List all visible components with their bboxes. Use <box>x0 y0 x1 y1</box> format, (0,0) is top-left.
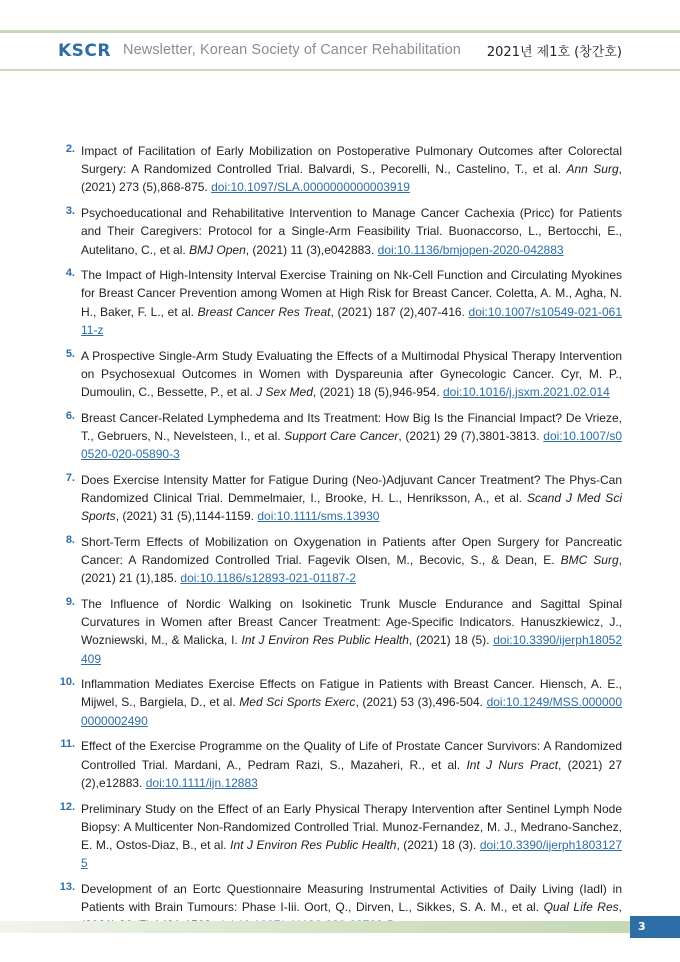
reference-journal: Breast Cancer Res Treat <box>197 304 331 319</box>
header-bottom-rule <box>0 69 680 71</box>
footer-band <box>0 921 630 933</box>
reference-number: 7. <box>65 471 75 484</box>
reference-journal: Qual Life Res <box>543 900 619 915</box>
reference-citation: , (2021) 53 (3),496-504. <box>355 695 487 710</box>
reference-number: 8. <box>65 533 75 546</box>
reference-citation: , (2021) 27 (2),e12883. <box>81 757 622 790</box>
reference-item <box>57 471 622 526</box>
reference-journal: Int J Nurs Pract <box>466 757 559 772</box>
reference-title-authors: Preliminary Study on the Effect of an Early Physical Therapy Intervention after Sentinel Lymph Node Biopsy: A Multicenter Non-Randomized Controlled Trial. Munoz-Fernandez, M. J., Medrano-Sanchez, E. M., Ostos-Diaz, B., et al. <box>81 801 622 852</box>
reference-doi-link[interactable]: doi:10.1111/sms.13930 <box>257 509 380 524</box>
reference-journal: BMJ Open <box>189 242 246 257</box>
newsletter-title: Newsletter, Korean Society of Cancer Rehabilitation <box>123 42 461 58</box>
reference-title-authors: Psychoeducational and Rehabilitative Intervention to Manage Cancer Cachexia (Pricc) for Patients and Their Caregivers: Protocol for a Single-Arm Feasibility Trial. Buonaccorso, L., Bertocchi, E., Autelitano, C., et al. <box>81 206 622 257</box>
reference-citation: , (2021) 18 (5). <box>408 633 494 648</box>
reference-title-authors: Impact of Facilitation of Early Mobilization on Postoperative Pulmonary Outcomes after Colorectal Surgery: A Randomized Controlled Trial. Balvardi, S., Pecorelli, N., Castelino, T., et al. <box>81 144 622 177</box>
reference-citation: , (2021) 29 (7),3801-3813. <box>398 428 544 443</box>
reference-number: 6. <box>65 409 75 422</box>
reference-title-authors: Short-Term Effects of Mobilization on Oxygenation in Patients after Open Surgery for Pancreatic Cancer: A Randomized Controlled Trial. Fagevik Olsen, M., Becovic, S., & Dean, E. <box>81 534 622 568</box>
reference-text <box>81 595 622 668</box>
issue-label: 2021년 제1호 (창간호) <box>486 45 622 60</box>
reference-number: 5. <box>65 347 75 360</box>
page-number: 3 <box>630 916 680 938</box>
reference-doi-link[interactable]: doi:10.1016/j.jsxm.2021.02.014 <box>442 384 610 399</box>
reference-text <box>81 409 622 464</box>
reference-number: 12. <box>59 800 75 813</box>
reference-item <box>57 266 622 339</box>
reference-number: 2. <box>65 143 75 155</box>
reference-journal: J Sex Med <box>256 384 313 399</box>
reference-item <box>57 409 622 464</box>
reference-title-authors: Inflammation Mediates Exercise Effects on Fatigue in Patients with Breast Cancer. Hiensch, A. E., Mijwel, S., Bargiela, D., et al. <box>81 677 622 710</box>
reference-number: 3. <box>65 205 75 218</box>
reference-journal: Scand J Med Sci Sports <box>81 490 622 524</box>
reference-journal: BMC Surg <box>560 553 619 568</box>
reference-item <box>57 595 622 668</box>
reference-item <box>57 737 622 792</box>
reference-doi-link[interactable]: doi:10.1111/ijn.12883 <box>145 775 258 790</box>
reference-text <box>81 266 622 339</box>
reference-doi-link[interactable]: doi:10.3390/ijerph18031275 <box>81 837 622 871</box>
reference-title-authors: Breast Cancer-Related Lymphedema and Its Treatment: How Big Is the Financial Impact? De Vrieze, T., Gebruers, N., Nevelsteen, I., et al. <box>81 410 622 443</box>
reference-doi-link[interactable]: doi:10.1007/s00520-020-05890-3 <box>81 428 623 462</box>
reference-doi-link[interactable]: doi:10.1136/bmjopen-2020-042883 <box>377 242 564 257</box>
reference-doi-link[interactable]: doi:10.1249/MSS.0000000000002490 <box>81 695 623 728</box>
reference-number: 4. <box>65 267 75 280</box>
reference-doi-link[interactable]: doi:10.1097/SLA.0000000000003919 <box>211 180 410 195</box>
reference-title-authors: Effect of the Exercise Programme on the Quality of Life of Prostate Cancer Survivors: A Randomized Controlled Trial. Mardani, A., Pedram Razi, S., Mazaheri, R., et al. <box>81 739 622 772</box>
reference-citation: , (2021) 21 (1),185. <box>81 553 622 586</box>
reference-number: 11. <box>60 738 75 751</box>
reference-citation: , (2021) 187 (2),407-416. <box>330 304 469 319</box>
reference-number: 10. <box>59 676 75 689</box>
reference-text <box>81 204 622 259</box>
reference-journal: Support Care Cancer <box>284 428 399 443</box>
reference-journal: Int J Environ Res Public Health <box>241 633 409 648</box>
reference-doi-link[interactable]: doi:10.3390/ijerph18052409 <box>81 633 622 666</box>
reference-journal: Med Sci Sports Exerc <box>239 695 356 710</box>
reference-text <box>81 142 622 197</box>
reference-item <box>57 142 622 197</box>
reference-citation: , (2021) 18 (3). <box>396 837 480 852</box>
reference-item <box>57 800 622 873</box>
reference-title-authors: The Influence of Nordic Walking on Isokinetic Trunk Muscle Endurance and Sagittal Spinal Curvatures in Women after Breast Cancer Treatment: Age-Specific Indicators. Hanuszkiewicz, J., Wozniewski, M., & Malicka, I. <box>81 596 622 648</box>
reference-title-authors: Development of an Eortc Questionnaire Measuring Instrumental Activities of Daily Living (Iadl) in Patients with Brain Tumours: Phase I-Iii. Oort, Q., Dirven, L., Sikkes, S. A. M., et al. <box>81 881 622 915</box>
reference-number: 9. <box>65 595 75 608</box>
reference-text <box>81 800 622 873</box>
reference-citation: , (2021) 11 (3),e042883. <box>245 242 378 257</box>
reference-title-authors: Does Exercise Intensity Matter for Fatigue During (Neo-)Adjuvant Cancer Treatment? The Phys-Can Randomized Clinical Trial. Demmelmaier, I., Brooke, H. L., Henriksson, A., et al. <box>81 472 622 505</box>
reference-list <box>57 142 622 942</box>
reference-citation: , (2021) 31 (5),1144-1159. <box>115 509 258 524</box>
reference-journal: Ann Surg <box>566 162 619 177</box>
reference-text <box>81 347 622 402</box>
reference-item <box>57 533 622 588</box>
reference-text <box>81 471 622 526</box>
reference-title-authors: A Prospective Single-Arm Study Evaluating the Effects of a Multimodal Physical Therapy Intervention on Psychosexual Outcomes in Women with Dyspareunia after Gynecologic Cancer. Cyr, M. P., Dumoulin, C., Bessette, P., et al. <box>81 348 622 399</box>
reference-citation: , (2021) 273 (5),868-875. <box>81 162 622 195</box>
kscr-logo: KSCR <box>58 41 111 61</box>
reference-doi-link[interactable]: doi:10.1186/s12893-021-01187-2 <box>180 571 357 586</box>
reference-item <box>57 204 622 259</box>
reference-text <box>81 737 622 792</box>
reference-item <box>57 675 622 730</box>
reference-item <box>57 347 622 402</box>
reference-text <box>81 675 622 730</box>
reference-citation: , <box>618 900 622 915</box>
reference-number: 13. <box>59 880 75 893</box>
reference-journal: Int J Environ Res Public Health <box>230 837 397 852</box>
reference-title-authors: The Impact of High-Intensity Interval Exercise Training on Nk-Cell Function and Circulating Myokines for Breast Cancer Prevention among Women at High Risk for Breast Cancer. Coletta, A. M., Agha, N. H., Baker, F. L., et al. <box>81 268 622 319</box>
page-header <box>0 33 680 69</box>
reference-citation: , (2021) 18 (5),946-954. <box>312 384 443 399</box>
reference-text <box>81 533 622 588</box>
reference-doi-link[interactable]: doi:10.1007/s10549-021-06111-z <box>81 304 623 337</box>
